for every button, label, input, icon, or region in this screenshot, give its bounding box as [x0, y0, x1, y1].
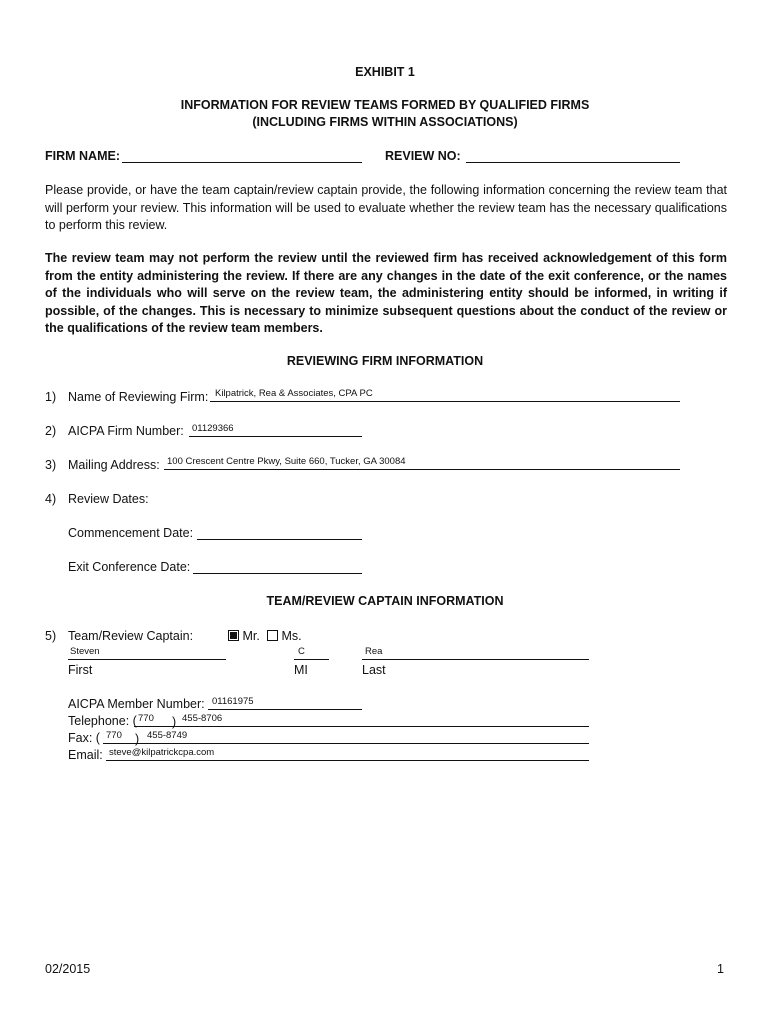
- reviewing-firm-name-value: Kilpatrick, Rea & Associates, CPA PC: [215, 388, 373, 399]
- mailing-address-field[interactable]: [164, 456, 680, 470]
- fax-field[interactable]: [103, 730, 589, 746]
- telephone-area-code: 770: [138, 713, 154, 724]
- last-name-label: Last: [362, 663, 386, 677]
- telephone-number: 455-8706: [182, 713, 223, 724]
- ms-label: Ms.: [281, 629, 302, 643]
- team-captain-section-title: TEAM/REVIEW CAPTAIN INFORMATION: [266, 594, 504, 608]
- reviewing-firm-name-field[interactable]: [210, 388, 680, 402]
- reviewing-firm-name-label: Name of Reviewing Firm:: [68, 390, 209, 404]
- first-name-value: Steven: [70, 646, 100, 657]
- firm-name-label: FIRM NAME:: [45, 149, 120, 163]
- last-name-value: Rea: [365, 646, 383, 657]
- telephone-field[interactable]: [134, 713, 589, 729]
- fax-label: Fax: (: [68, 731, 100, 745]
- aicpa-member-number-value: 01161975: [212, 696, 254, 707]
- telephone-label: Telephone: (: [68, 714, 137, 728]
- middle-initial-value: C: [298, 646, 305, 657]
- intro-paragraph: Please provide, or have the team captain/review captain provide, the following information concerning the review team that will perform your review. This information will be used to evaluate whether the review team has the necessary qualifications to perform this review.: [45, 183, 727, 233]
- aicpa-firm-number-value: 01129366: [192, 423, 234, 434]
- form-title-line2: (INCLUDING FIRMS WITHIN ASSOCIATIONS): [252, 115, 518, 129]
- item-4-number: 4): [45, 492, 57, 506]
- team-captain-label: Team/Review Captain:: [68, 629, 194, 643]
- mr-checkbox[interactable]: [228, 630, 239, 641]
- page-number: 1: [717, 962, 724, 976]
- first-name-field[interactable]: [68, 646, 226, 660]
- commencement-date-label: Commencement Date:: [68, 526, 194, 540]
- email-label: Email:: [68, 748, 103, 762]
- item-1-number: 1): [45, 390, 57, 404]
- telephone-paren-close: ): [172, 715, 177, 729]
- review-no-label: REVIEW NO:: [385, 149, 461, 163]
- ms-checkbox[interactable]: [267, 630, 278, 641]
- form-title-line1: INFORMATION FOR REVIEW TEAMS FORMED BY QUALIFIED FIRMS: [180, 98, 590, 112]
- fax-area-code: 770: [106, 730, 122, 741]
- ms-option[interactable]: [267, 629, 302, 643]
- fax-number: 455-8749: [147, 730, 188, 741]
- email-field[interactable]: [106, 747, 589, 761]
- exhibit-label: EXHIBIT 1: [355, 65, 415, 79]
- notice-paragraph: The review team may not perform the review until the reviewed firm has received acknowledgement of this form from the entity administering the review. If there are any changes in the date of the exit conference, or the names of the individuals who will serve on the review team, the administering entity should be informed, in writing if possible, of the changes. This is necessary to minimize subsequent questions about the conduct of the review or the qualifications of the review team members.: [45, 251, 727, 336]
- mailing-address-label: Mailing Address:: [68, 458, 160, 472]
- aicpa-member-number-field[interactable]: [208, 696, 362, 710]
- item-2-number: 2): [45, 424, 57, 438]
- mailing-address-value: 100 Crescent Centre Pkwy, Suite 660, Tucker, GA 30084: [167, 456, 406, 467]
- review-dates-label: Review Dates:: [68, 492, 149, 506]
- aicpa-member-number-label: AICPA Member Number:: [68, 697, 205, 711]
- footer-date: 02/2015: [45, 962, 91, 976]
- middle-initial-label: MI: [294, 663, 308, 677]
- reviewing-firm-section-title: REVIEWING FIRM INFORMATION: [286, 354, 484, 368]
- mr-option[interactable]: [228, 629, 260, 643]
- item-3-number: 3): [45, 458, 57, 472]
- aicpa-firm-number-field[interactable]: [189, 423, 362, 437]
- exit-conference-date-label: Exit Conference Date:: [68, 560, 191, 574]
- item-5-number: 5): [45, 629, 57, 643]
- mr-label: Mr.: [242, 629, 260, 643]
- review-no-field[interactable]: [466, 162, 680, 163]
- commencement-date-field[interactable]: [197, 539, 362, 540]
- fax-paren-close: ): [135, 732, 140, 746]
- middle-initial-field[interactable]: [294, 646, 329, 660]
- aicpa-firm-number-label: AICPA Firm Number:: [68, 424, 184, 438]
- exit-conference-date-field[interactable]: [193, 573, 362, 574]
- first-name-label: First: [68, 663, 93, 677]
- firm-name-field[interactable]: [122, 162, 362, 163]
- last-name-field[interactable]: [362, 646, 589, 660]
- email-value: steve@kilpatrickcpa.com: [109, 747, 215, 758]
